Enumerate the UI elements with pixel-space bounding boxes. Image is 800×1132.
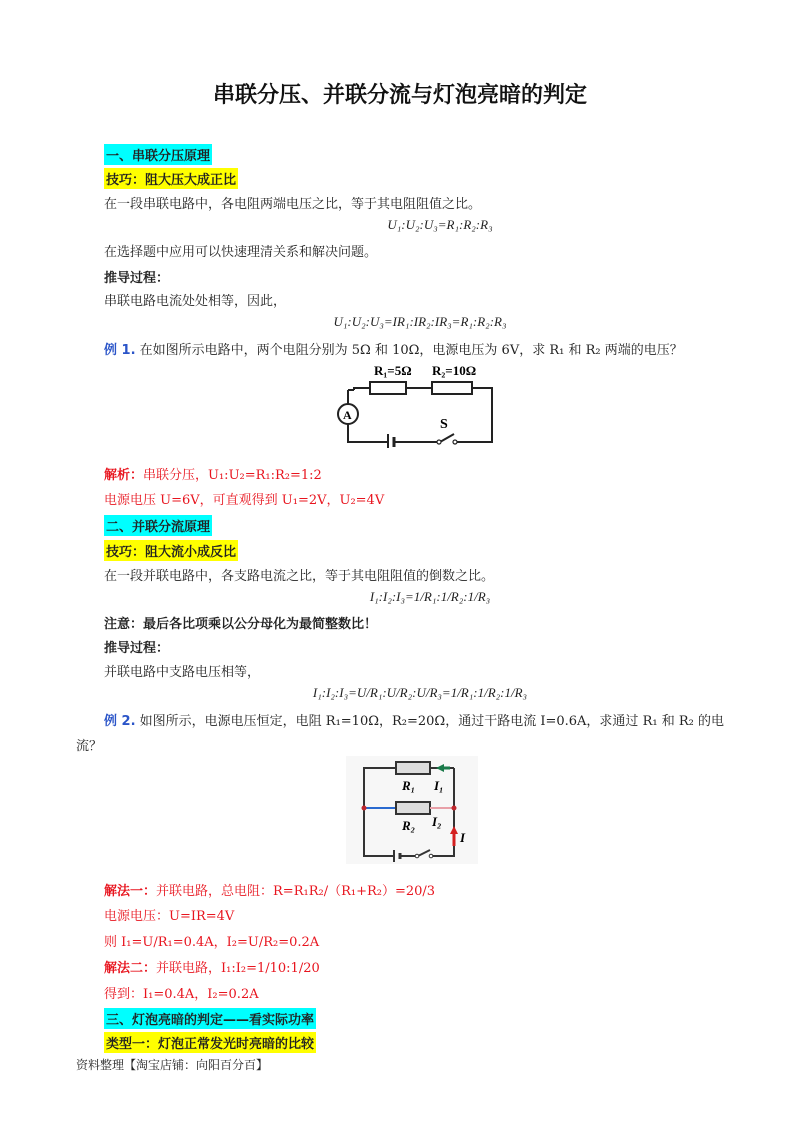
r2-label: R₂=10Ω <box>432 363 477 378</box>
ammeter-label: A <box>343 408 352 422</box>
series-derive-label: 推导过程： <box>104 271 170 286</box>
parallel-derive-label: 推导过程： <box>104 641 170 656</box>
method-1 <box>104 880 435 899</box>
tip-parallel: 技巧：阻大流小成反比 <box>104 540 238 561</box>
method-1-line2: 电源电压：U=IR=4V <box>104 909 235 924</box>
method-2-label: 解法二： <box>104 961 157 976</box>
analysis-1-text: 串联分压，U₁:U₂=R₁:R₂=1:2 <box>143 468 322 483</box>
example-2-text-cont: 流？ <box>76 739 103 754</box>
section-heading-bulb: 三、灯泡亮暗的判定——看实际功率 <box>104 1008 316 1029</box>
method-2-line2: 得到：I₁=0.4A，I₂=0.2A <box>104 987 259 1002</box>
method-2-text: 并联电路，I₁:I₂=1/10:1/20 <box>156 961 320 976</box>
parallel-i-label: I <box>460 830 466 845</box>
example-2 <box>104 710 724 729</box>
example-1 <box>104 339 683 358</box>
parallel-note: 注意：最后各比项乘以公分母化为最简整数比！ <box>104 617 378 632</box>
footer-note: 资料整理【淘宝店铺：向阳百分百】 <box>76 1058 269 1072</box>
parallel-r2-label: R₂ <box>402 818 416 833</box>
series-formula: U₁:U₂:U₃=R₁:R₂:R₃ <box>387 217 493 232</box>
bulb-type-1: 类型一：灯泡正常发光时亮暗的比较 <box>104 1032 316 1053</box>
method-2 <box>104 957 320 976</box>
page-title: 串联分压、并联分流与灯泡亮暗的判定 <box>212 83 587 108</box>
parallel-derive-text: 并联电路中支路电压相等， <box>104 665 261 680</box>
example-2-label: 例 2. <box>104 714 136 729</box>
analysis-1-result: 电源电压 U=6V，可直观得到 U₁=2V，U₂=4V <box>104 493 385 508</box>
series-derive-text: 串联电路电流处处相等，因此， <box>104 294 287 309</box>
example-1-label: 例 1. <box>104 343 136 358</box>
parallel-i1-label: I₁ <box>434 778 444 793</box>
example-1-text: 在如图所示电路中，两个电阻分别为 5Ω 和 10Ω，电源电压为 6V，求 R₁ 和 R₂ 两端的电压？ <box>139 343 683 358</box>
analysis-1 <box>104 464 322 483</box>
parallel-desc: 在一段并联电路中，各支路电流之比，等于其电阻阻值的倒数之比。 <box>104 569 495 584</box>
method-1-line3: 则 I₁=U/R₁=0.4A，I₂=U/R₂=0.2A <box>104 935 320 950</box>
parallel-derive-formula: I₁:I₂:I₃=U/R₁:U/R₂:U/R₃=1/R₁:1/R₂:1/R₃ <box>312 685 528 700</box>
method-1-label: 解法一： <box>104 884 157 899</box>
section-heading-parallel: 二、并联分流原理 <box>104 515 212 536</box>
section-heading-series: 一、串联分压原理 <box>104 144 212 165</box>
tip-series: 技巧：阻大压大成正比 <box>104 168 238 189</box>
analysis-1-label: 解析： <box>104 468 144 483</box>
parallel-r1-label: R₁ <box>402 778 416 793</box>
series-circuit-diagram <box>334 362 500 448</box>
series-desc: 在一段串联电路中，各电阻两端电压之比，等于其电阻阻值之比。 <box>104 197 482 212</box>
parallel-i2-label: I₂ <box>432 814 442 829</box>
example-2-text: 如图所示，电源电压恒定，电阻 R₁=10Ω，R₂=20Ω，通过干路电流 I=0.6A，求通过 R₁ 和 R₂ 的电 <box>139 714 724 729</box>
switch-label: S <box>440 417 448 432</box>
series-use: 在选择题中应用可以快速理清关系和解决问题。 <box>104 245 378 260</box>
series-derive-formula: U₁:U₂:U₃=IR₁:IR₂:IR₃=R₁:R₂:R₃ <box>333 314 507 329</box>
parallel-circuit-diagram <box>346 756 478 864</box>
method-1-text: 并联电路，总电阻：R=R₁R₂/（R₁+R₂）=20/3 <box>156 884 436 899</box>
r1-label: R₁=5Ω <box>374 363 412 378</box>
parallel-formula: I₁:I₂:I₃=1/R₁:1/R₂:1/R₃ <box>369 589 491 604</box>
